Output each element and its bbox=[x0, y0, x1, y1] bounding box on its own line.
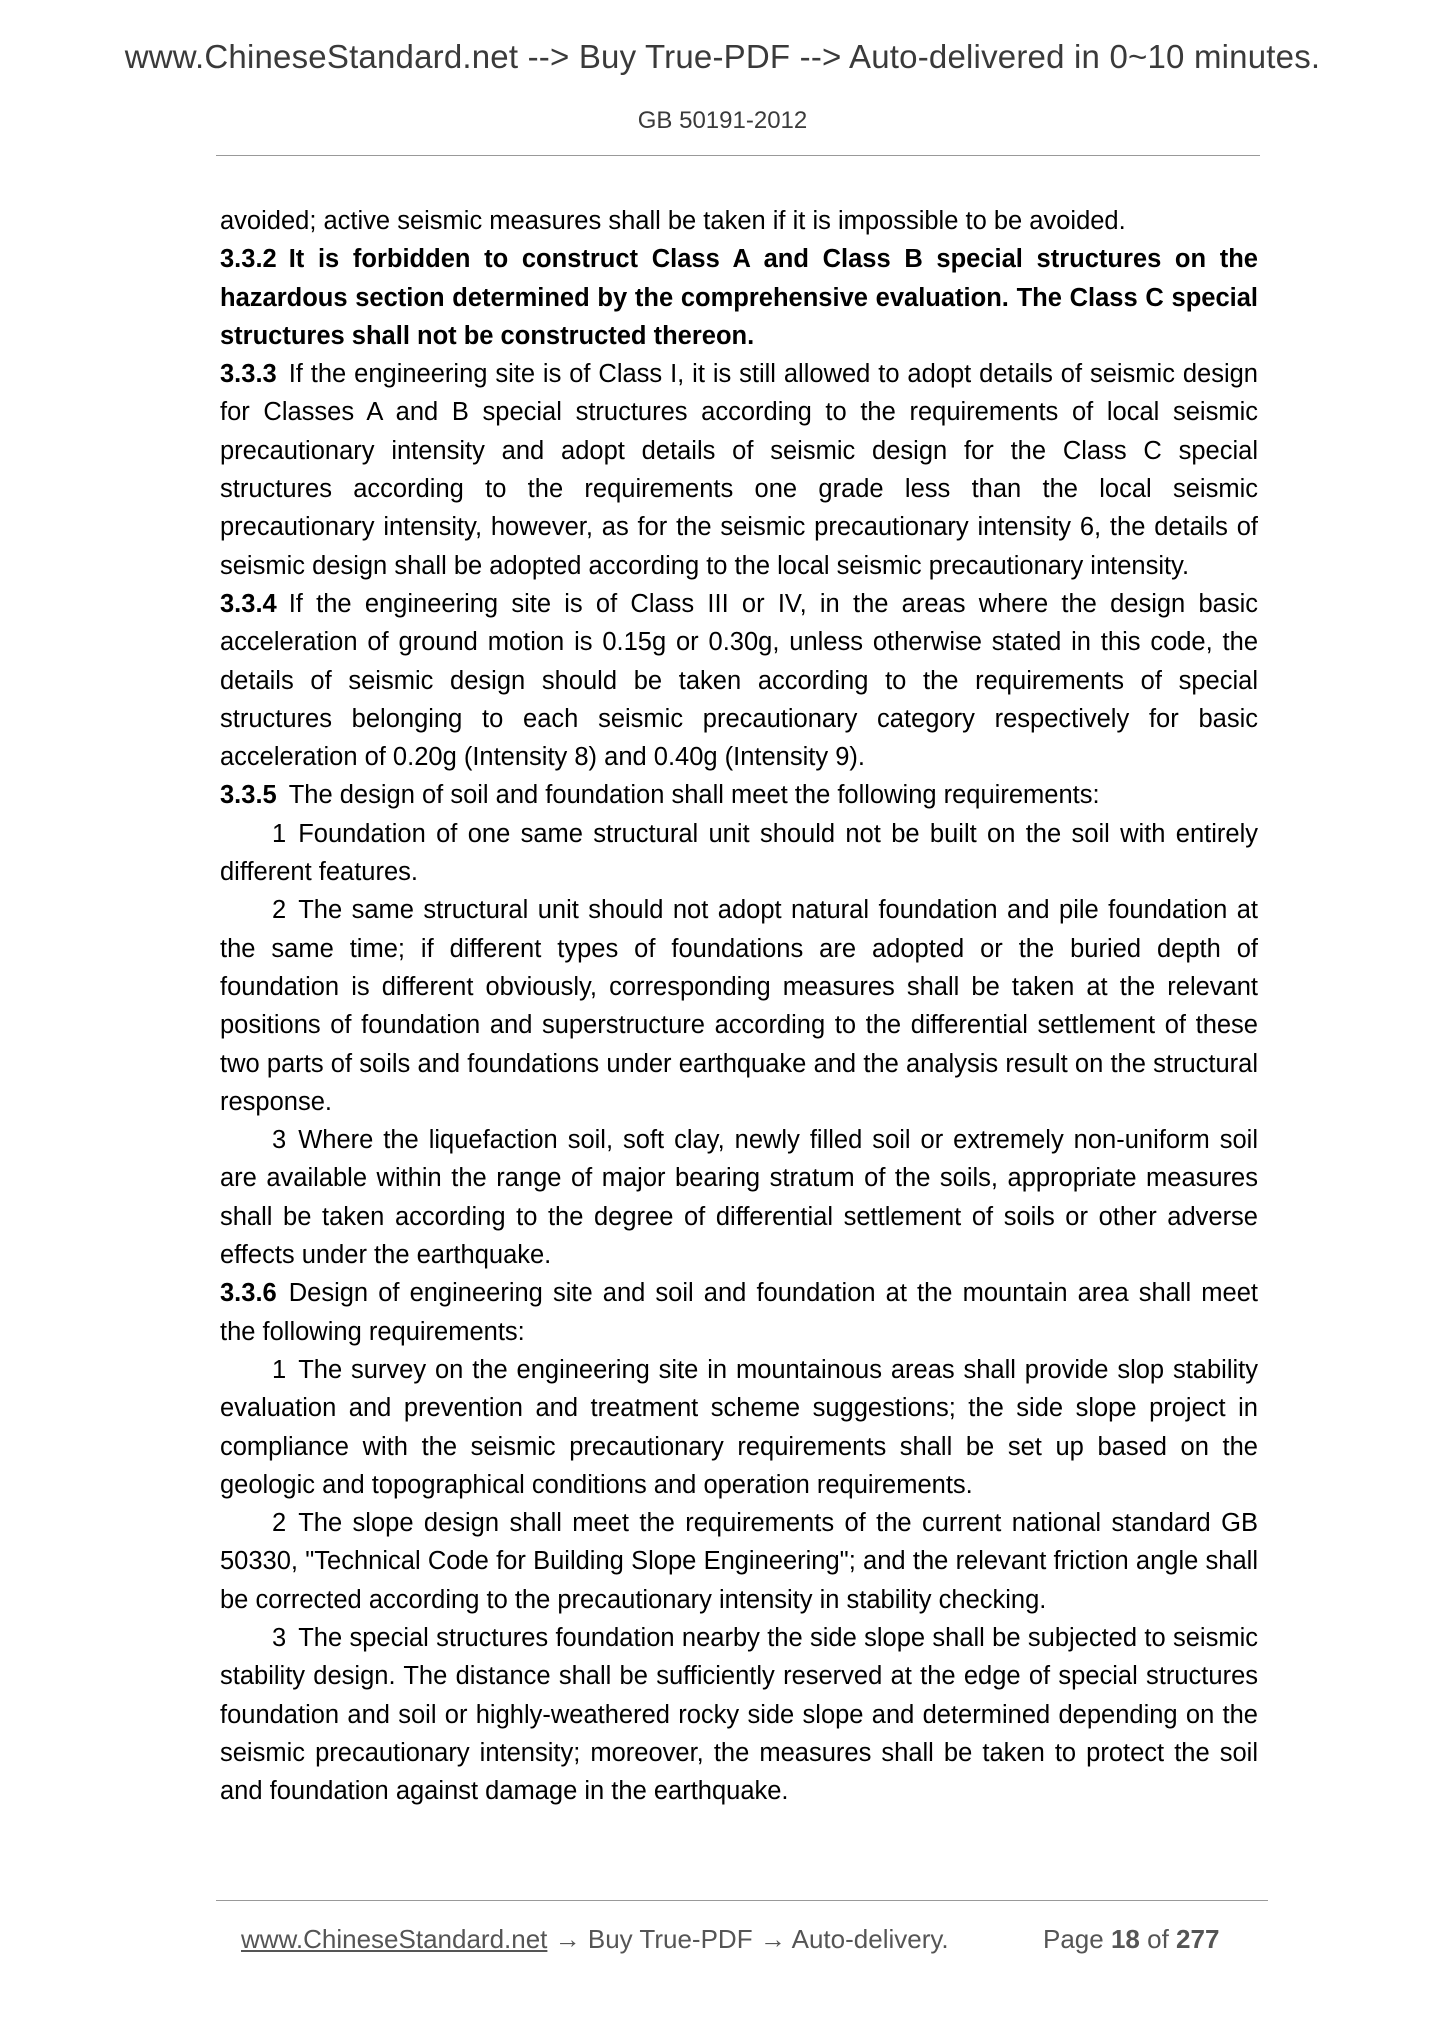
item-number: 1 bbox=[272, 819, 287, 848]
item-number: 1 bbox=[272, 1355, 287, 1384]
clause-text: If the engineering site is of Class I, it is still allowed to adopt details of seismic design for Classes A and B special structures according to the requirements of local seismic precautionary intensity and adopt details of seismic design for the Class C special structures according to the requirements one grade less than the local seismic precautionary intensity, however, as for the seismic precautionary intensity 6, the details of seismic design shall be adopted according to the local seismic precautionary intensity. bbox=[220, 360, 1258, 580]
item-number: 2 bbox=[272, 896, 287, 925]
clause-text: It is forbidden to construct Class A and Class B special structures on the hazardous section determined by the comprehensive evaluation. The Class C special structures shall not be constructed thereon. bbox=[220, 245, 1258, 350]
item-text: Where the liquefaction soil, soft clay, newly filled soil or extremely non-uniform soil are available within the range of major bearing stratum of the soils, appropriate measures shall be taken according to the degree of differential settlement of soils or other adverse effects under the earthquake. bbox=[220, 1126, 1258, 1270]
item-text: The special structures foundation nearby the side slope shall be subjected to seismic stability design. The distance shall be sufficiently reserved at the edge of special structures foundation and soil or highly-weathered rocky side slope and determined depending on the seismic precautionary intensity; moreover, the measures shall be taken to protect the soil and foundation against damage in the earthquake. bbox=[220, 1623, 1258, 1806]
list-item bbox=[220, 815, 1258, 892]
item-number: 3 bbox=[272, 1623, 287, 1652]
standard-code: GB 50191-2012 bbox=[637, 107, 808, 134]
clause-3-3-5 bbox=[220, 776, 1258, 814]
page-number: 18 bbox=[1110, 1924, 1140, 1954]
item-number: 3 bbox=[272, 1126, 287, 1155]
document-body bbox=[220, 202, 1258, 1810]
clause-3-3-6 bbox=[220, 1274, 1258, 1351]
item-text: The same structural unit should not adopt natural foundation and pile foundation at the same time; if different types of foundations are adopted or the buried depth of foundation is different obviously, corresponding measures shall be taken at the relevant positions of foundation and superstructure according to the differential settlement of these two parts of soils and foundations under earthquake and the analysis result on the structural response. bbox=[220, 896, 1258, 1116]
clause-text: If the engineering site is of Class III or IV, in the areas where the design basic acceleration of ground motion is 0.15g or 0.30g, unless otherwise stated in this code, the details of seismic design should be taken according to the requirements of special structures belonging to each seismic precautionary category respectively for basic acceleration of 0.20g (Intensity 8) and 0.40g (Intensity 9). bbox=[220, 589, 1258, 772]
clause-3-3-3 bbox=[220, 355, 1258, 585]
site-banner: www.ChineseStandard.net --> Buy True-PDF --> Auto-delivered in 0~10 minutes. bbox=[124, 38, 1321, 75]
clause-3-3-4 bbox=[220, 585, 1258, 776]
footer-links bbox=[241, 1924, 949, 1955]
list-item bbox=[220, 1121, 1258, 1274]
page-indicator bbox=[1043, 1924, 1219, 1955]
continued-paragraph: avoided; active seismic measures shall be taken if it is impossible to be avoided. bbox=[220, 207, 1126, 235]
header-divider bbox=[216, 155, 1260, 156]
footer-auto-text: Auto-delivery. bbox=[791, 1924, 949, 1954]
of-label: of bbox=[1147, 1924, 1169, 1954]
arrow-right-icon: → bbox=[759, 1924, 786, 1954]
footer-site-link[interactable]: www.ChineseStandard.net bbox=[241, 1924, 548, 1954]
clause-number: 3.3.3 bbox=[220, 360, 277, 389]
clause-number: 3.3.6 bbox=[220, 1279, 277, 1308]
arrow-right-icon: → bbox=[554, 1924, 581, 1954]
list-item bbox=[220, 1504, 1258, 1619]
item-text: The survey on the engineering site in mountainous areas shall provide slop stability evaluation and prevention and treatment scheme suggestions; the side slope project in compliance with the seismic precautionary requirements shall be set up based on the geologic and topographical conditions and operation requirements. bbox=[220, 1355, 1258, 1499]
item-text: The slope design shall meet the requirements of the current national standard GB 50330, "Technical Code for Building Slope Engineering"; and the relevant friction angle shall be corrected according to the precautionary intensity in stability checking. bbox=[220, 1509, 1258, 1614]
clause-number: 3.3.5 bbox=[220, 781, 277, 810]
item-text: Foundation of one same structural unit should not be built on the soil with entirely different features. bbox=[220, 819, 1258, 887]
item-number: 2 bbox=[272, 1509, 287, 1538]
clause-text: The design of soil and foundation shall meet the following requirements: bbox=[288, 781, 1100, 810]
footer-buy-text: Buy True-PDF bbox=[587, 1924, 753, 1954]
list-item bbox=[220, 1351, 1258, 1504]
list-item bbox=[220, 891, 1258, 1121]
total-pages: 277 bbox=[1176, 1924, 1220, 1954]
clause-number: 3.3.2 bbox=[220, 245, 277, 274]
page-label: Page bbox=[1043, 1924, 1104, 1954]
list-item bbox=[220, 1619, 1258, 1810]
clause-number: 3.3.4 bbox=[220, 589, 277, 618]
clause-text: Design of engineering site and soil and foundation at the mountain area shall meet the following requirements: bbox=[220, 1279, 1258, 1346]
footer-divider bbox=[216, 1900, 1268, 1901]
clause-3-3-2 bbox=[220, 240, 1258, 355]
